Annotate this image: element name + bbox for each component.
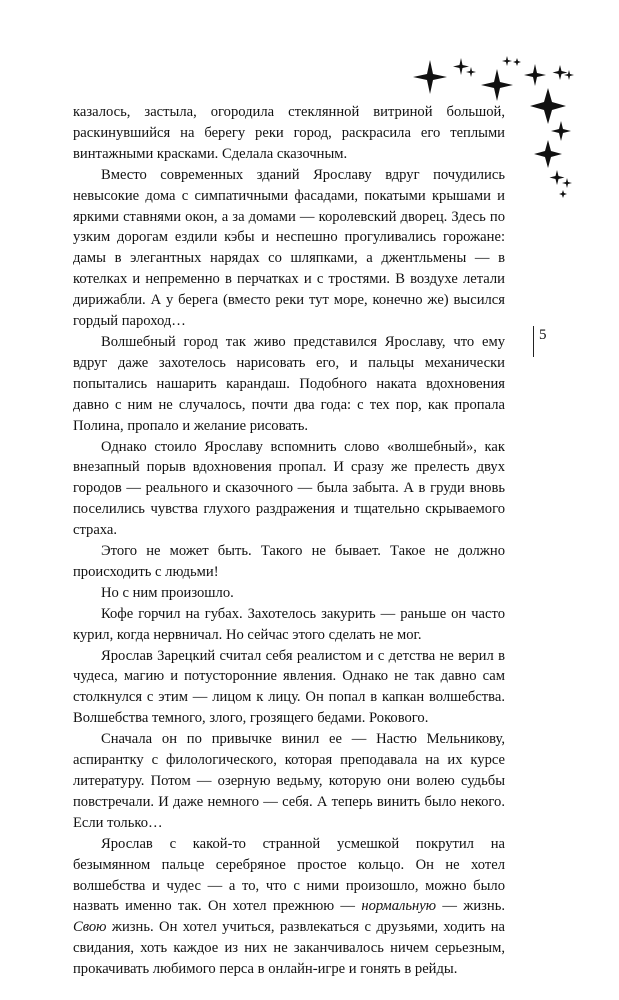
paragraph-10-emphasis-2: Свою <box>73 919 107 936</box>
paragraph-10-part-3: жизнь. Он хотел учиться, развлекаться с друзьями, ходить на свидания, хоть каждое из них не заканчивалось ничем серьезным, прокачивать любимого перса в онлайн-игре и гонять в рейды. <box>73 919 505 978</box>
paragraph-5: Этого не может быть. Такого не бывает. Такое не должно происходить с людьми! <box>73 543 505 580</box>
paragraph-10-part-2: — жизнь. <box>436 898 506 915</box>
paragraph-7: Кофе горчил на губах. Захотелось закурить — раньше он часто курил, когда нервничал. Но сейчас этого сделать не мог. <box>73 605 505 643</box>
paragraph-10 <box>73 834 505 980</box>
page-number: 5 <box>539 327 547 343</box>
paragraph-9: Сначала он по привычке винил ее — Настю Мельникову, аспирантку с филологического, которая преподавала на их курсе литературу. Потом — озерную ведьму, которую они волею судьбы повстречали. И даже немного — себя. А теперь винить было некого. Если только… <box>73 731 505 831</box>
paragraph-10-emphasis-1: нормальную <box>361 898 437 915</box>
paragraph-8: Ярослав Зарецкий считал себя реалистом и с детства не верил в чудеса, магию и потусторонние явления. Однако не так давно сам столкнулся с этим — лицом к лицу. Он попал в капкан волшебства. Волшебства темного, злого, грозящего бедами. Рокового. <box>73 647 505 727</box>
paragraph-6: Но с ним произошло. <box>101 584 234 601</box>
page-number-rule <box>533 326 534 357</box>
paragraph-2: Вместо современных зданий Ярославу вдруг почудились невысокие дома с симпатичными фасадами, покатыми крышами и яркими ставнями окон, а за домами — королевский дворец. Здесь по узким дорогам ездили кэбы и неспешно прогуливались горожане: дамы в элегантных нарядах со шляпками, а джентльмены — в котелках и непременно в перчатках и с тростями. В воздухе летали дирижабли. А у берега (вместо реки тут море, конечно же) высился гордый пароход… <box>73 166 505 330</box>
paragraph-4: Однако стоило Ярославу вспомнить слово «волшебный», как внезапный порыв вдохновения пропал. И сразу же прелесть двух городов — реального и сказочного — была забыта. А в груди вновь поселились чувства глухого раздражения и тщательно скрываемого страха. <box>73 438 505 539</box>
body-text <box>73 102 505 980</box>
paragraph-10-part-1: Ярослав с какой-то странной усмешкой покрутил на безымянном пальце серебряное простое кольцо. Он не хотел волшебства и чудес — а то, что с ними произошло, можно было назвать именно так. Он хотел прежнюю — <box>73 835 505 915</box>
paragraph-3: Волшебный город так живо представился Ярославу, что ему вдруг даже захотелось нарисовать его, и пальцы механически попытались нашарить карандаш. Подобного наката вдохновения давно с ним не случалось, почти два года: с тех пор, как пропала Полина, пропало и желание рисовать. <box>73 333 505 434</box>
paragraph-1: казалось, застыла, огородила стеклянной витриной большой, раскинувшийся на берегу реки город, раскрасила его теплыми винтажными красками. Сделала сказочным. <box>73 104 505 162</box>
